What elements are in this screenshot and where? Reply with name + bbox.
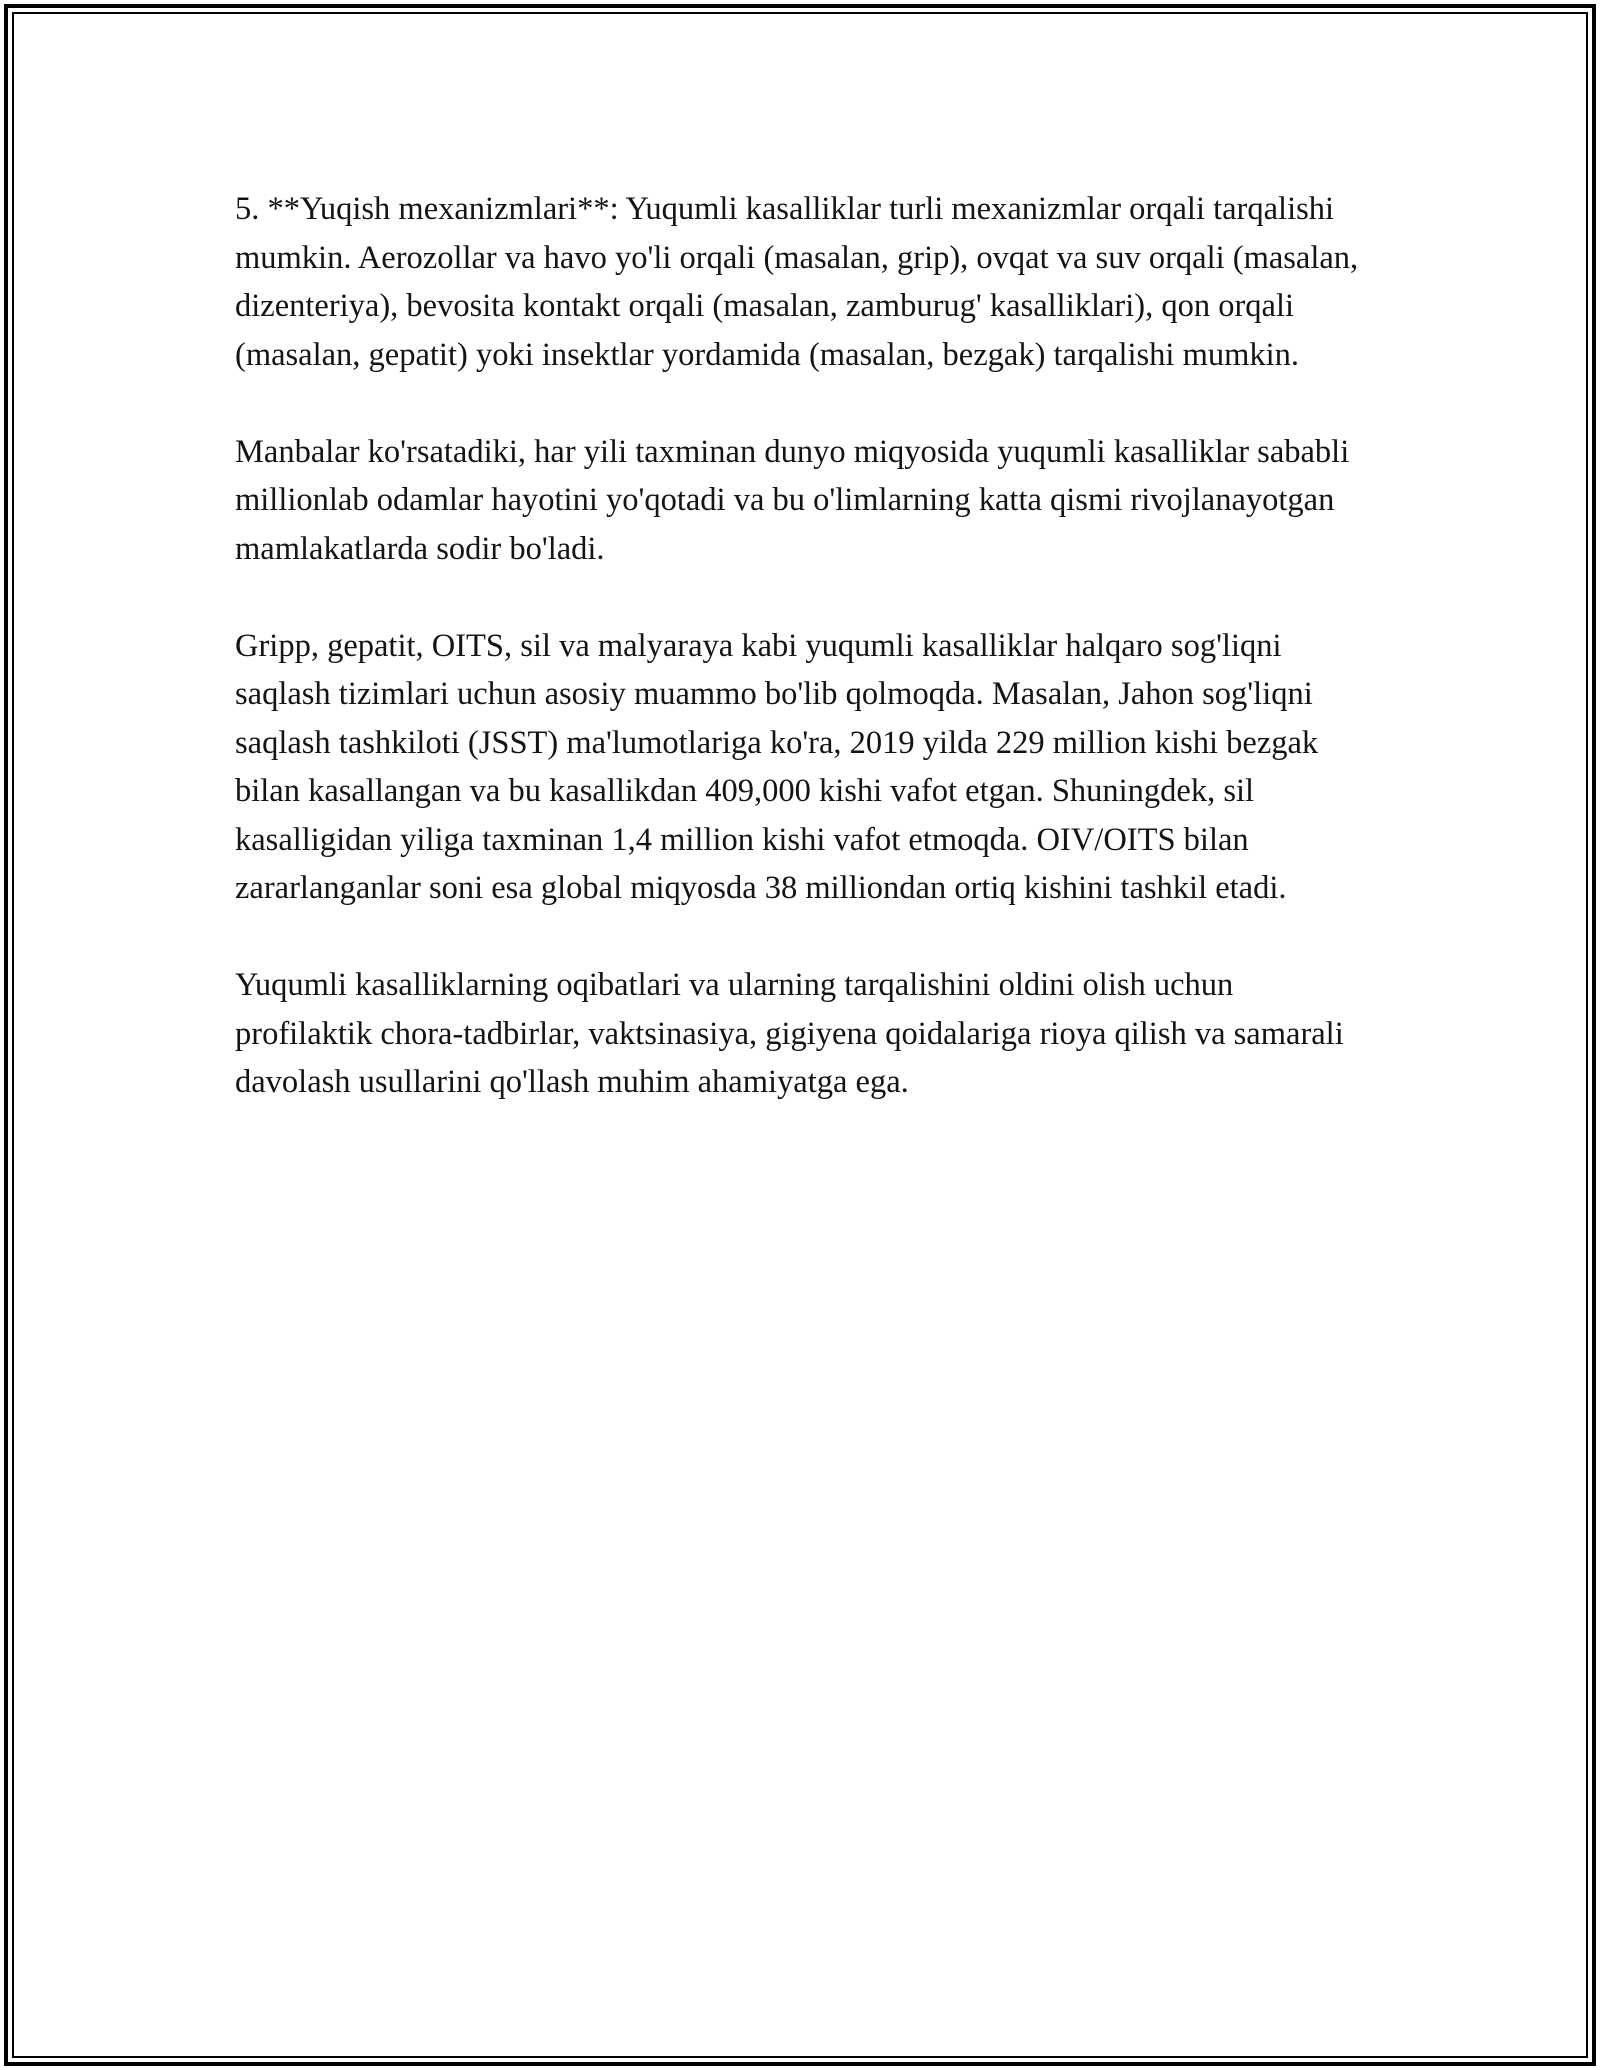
paragraph-transmission-mechanisms: 5. **Yuqish mexanizmlari**: Yuqumli kasalliklar turli mexanizmlar orqali tarqalishi mumkin. Aerozollar va havo yo'li orqali (masalan, grip), ovqat va suv orqali (masalan, dizenteriya), bevosita kontakt orqali (masalan, zamburug' kasalliklari), qon orqali (masalan, gepatit) yoki insektlar yordamida (masalan, bezgak) tarqalishi mumkin. <box>235 191 1359 373</box>
paragraph-mortality-sources: Manbalar ko'rsatadiki, har yili taxminan dunyo miqyosida yuqumli kasalliklar sababli millionlab odamlar hayotini yo'qotadi va bu o'limlarning katta qismi rivojlanayotgan mamlakatlarda sodir bo'ladi. <box>235 433 1350 567</box>
paragraph-global-statistics: Gripp, gepatit, OITS, sil va malyaraya kabi yuqumli kasalliklar halqaro sog'liqni saqlash tizimlari uchun asosiy muammo bo'lib qolmoqda. Masalan, Jahon sog'liqni saqlash tashkiloti (JSST) ma'lumotlariga ko'ra, 2019 yilda 229 million kishi bezgak bilan kasallangan va bu kasallikdan 409,000 kishi vafot etgan. Shuningdek, sil kasalligidan yiliga taxminan 1,4 million kishi vafot etmoqda. OIV/OITS bilan zararlanganlar soni esa global miqyosda 38 milliondan ortiq kishini tashkil etadi. <box>235 627 1319 906</box>
document-body <box>235 185 1375 1107</box>
paragraph-prevention: Yuqumli kasalliklarning oqibatlari va ularning tarqalishini oldini olish uchun profilaktik chora-tadbirlar, vaktsinasiya, gigiyena qoidalariga rioya qilish va samarali davolash usullarini qo'llash muhim ahamiyatga ega. <box>235 967 1344 1100</box>
